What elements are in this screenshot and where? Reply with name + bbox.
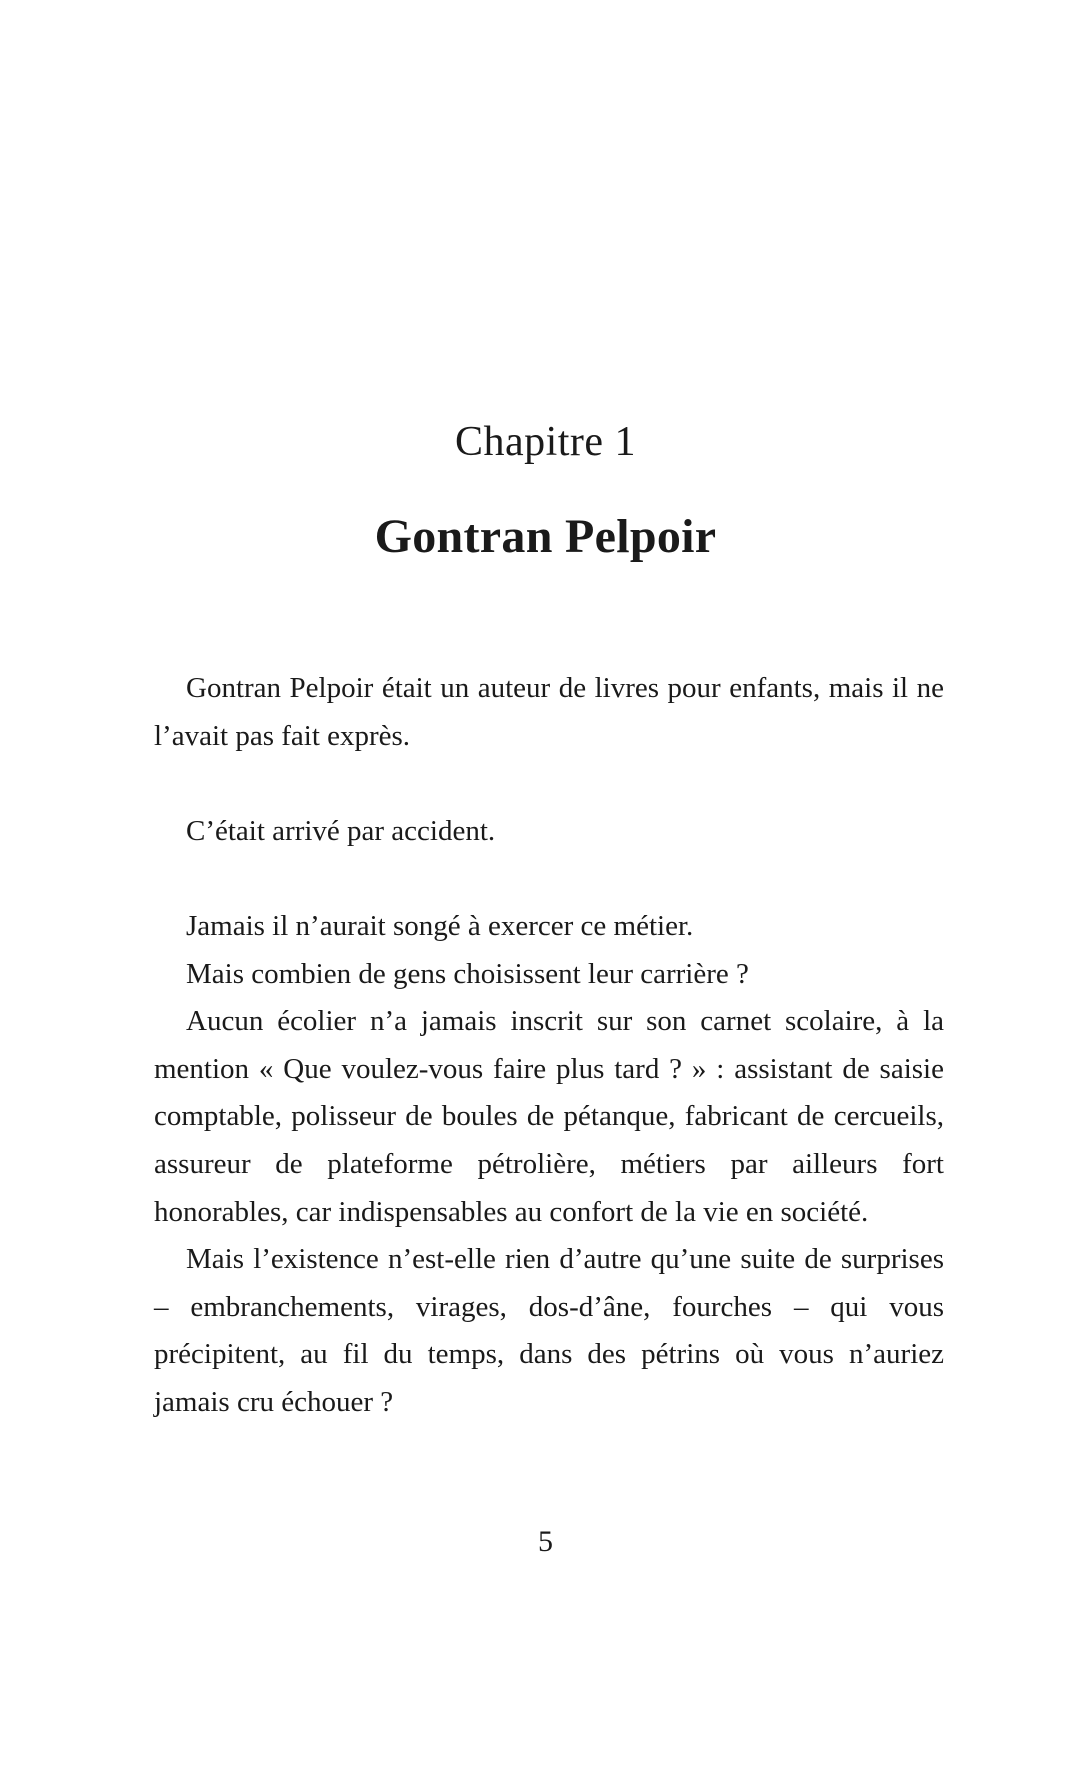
paragraph: Mais combien de gens choisissent leur carrière ? <box>186 957 749 990</box>
body-text <box>154 665 944 1427</box>
paragraph: Mais l’existence n’est-elle rien d’autre qu’une suite de surprises – embranchements, virages, dos-d’âne, fourches – qui vous précipitent, au fil du temps, dans des pétrins où vous n’auriez jamais cru échouer ? <box>154 1243 944 1418</box>
page-number: 5 <box>538 1525 553 1558</box>
paragraph: Jamais il n’aurait songé à exercer ce métier. <box>186 909 694 942</box>
paragraph: Gontran Pelpoir était un auteur de livres pour enfants, mais il ne l’avait pas fait exprès. <box>154 672 944 752</box>
paragraph: Aucun écolier n’a jamais inscrit sur son carnet scolaire, à la mention « Que voulez-vous faire plus tard ? » : assistant de saisie comptable, polisseur de boules de pétanque, fabricant de cercueils, assureur de plateforme pétrolière, métiers par ailleurs fort honorables, car indispensables au confort de la vie en société. <box>154 1005 944 1228</box>
chapter-title: Gontran Pelpoir <box>374 510 717 563</box>
chapter-number: Chapitre 1 <box>454 419 637 465</box>
paragraph: C’était arrivé par accident. <box>186 814 496 847</box>
